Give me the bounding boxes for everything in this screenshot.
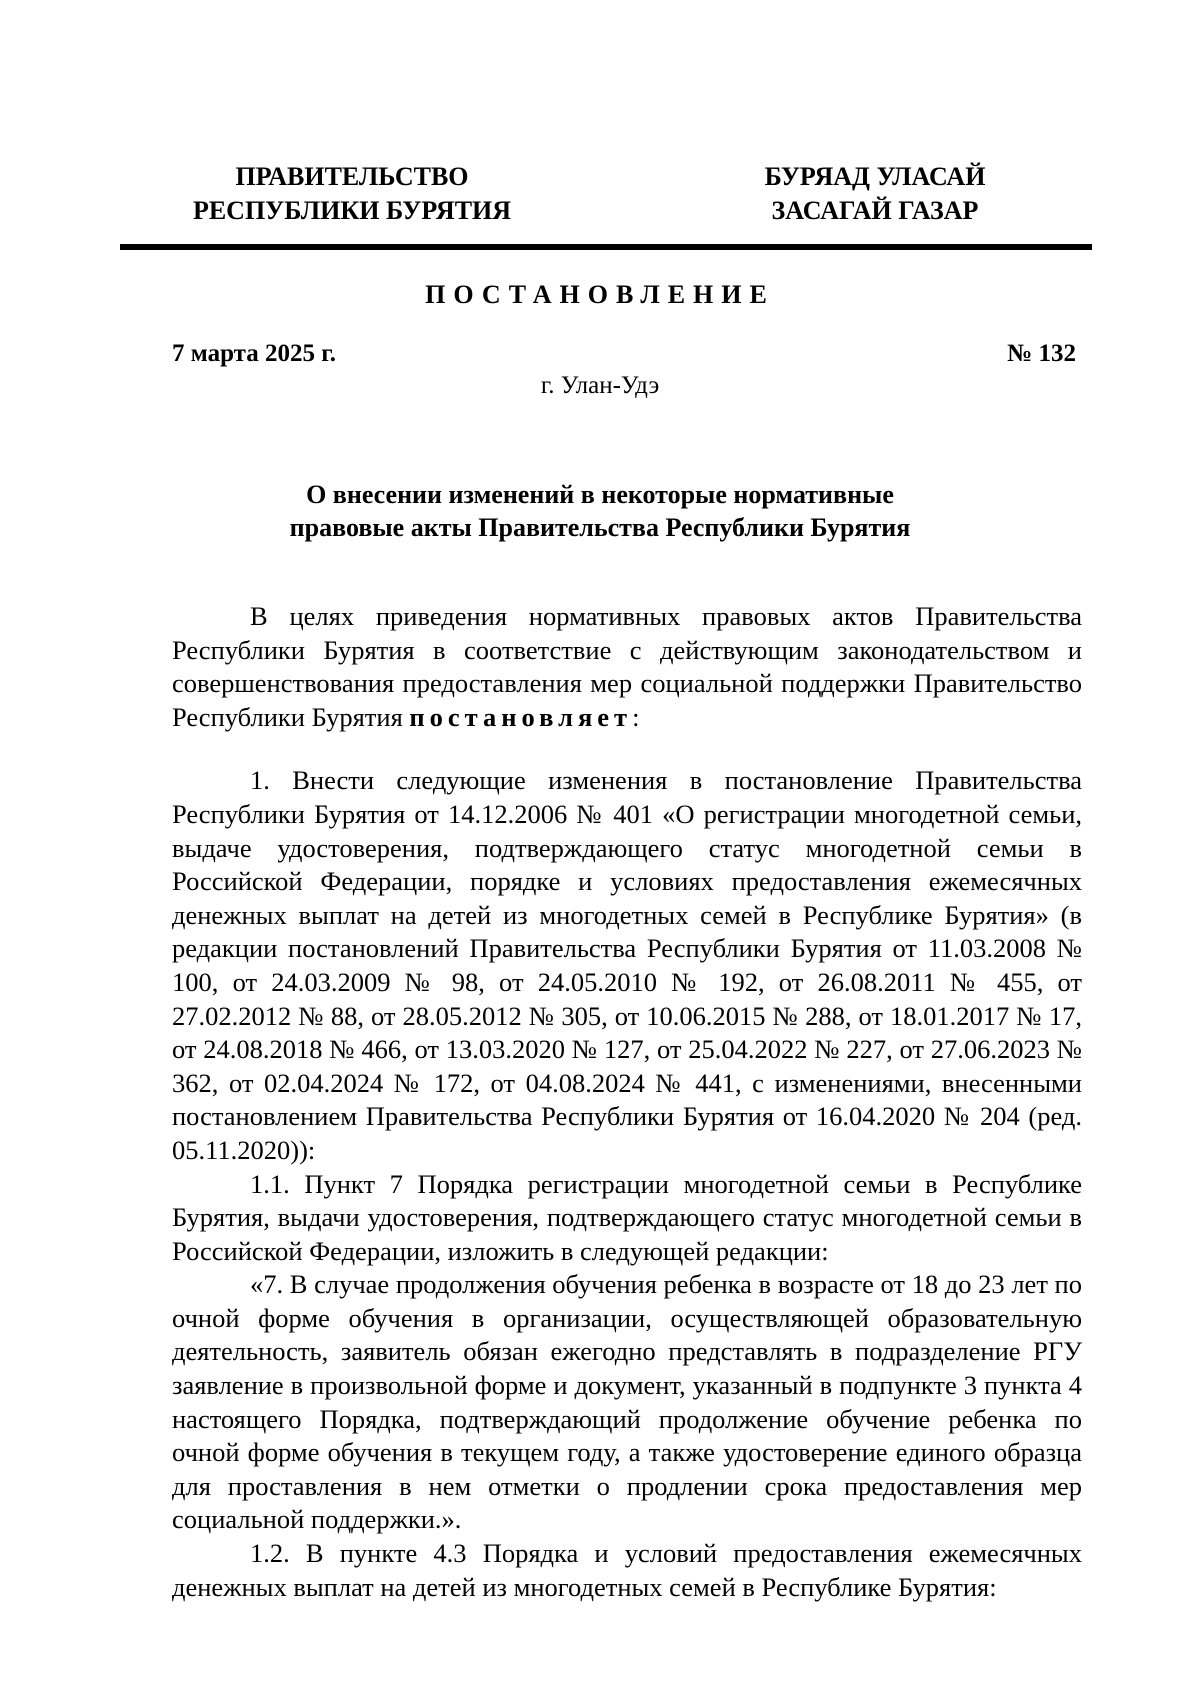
header-right-line1: БУРЯАД УЛАСАЙ [764,162,986,191]
preamble-paragraph [172,600,1082,734]
header-left-line2: РЕСПУБЛИКИ БУРЯТИЯ [192,196,512,225]
paragraph-1-1-quote: «7. В случае продолжения обучения ребенка в возрасте от 18 до 23 лет по очной форме обучения в организации, осуществляющей образовательную деятельность, заявитель обязан ежегодно представлять в подразделение РГУ заявление в произвольной форме и документ, указанный в подпункте 3 пункта 4 настоящего Порядка, подтверждающий продолжение обучение ребенка по очной форме обучения в текущем году, а также удостоверение единого образца для проставления в нем отметки о продлении срока предоставления мер социальной поддержки.». [172,1269,1082,1535]
document-type: ПОСТАНОВЛЕНИЕ [425,280,775,309]
paragraph-1-1: 1.1. Пункт 7 Порядка регистрации многодетной семьи в Республике Бурятия, выдачи удостоверения, подтверждающего статус многодетной семьи в Российской Федерации, изложить в следующей редакции: [172,1168,1082,1266]
paragraph-1: 1. Внести следующие изменения в постановление Правительства Республики Бурятия от 14.12.2006 № 401 «О регистрации многодетной семьи, выдаче удостоверения, подтверждающего статус многодетной семьи в Российской Федерации, порядке и условиях предоставления ежемесячных денежных выплат на детей из многодетных семей в Республике Бурятия» (в редакции постановлений Правительства Республики Бурятия от 11.03.2008 № 100, от 24.03.2009 № 98, от 24.05.2010 № 192, от 26.08.2011 № 455, от 27.02.2012 № 88, от 28.05.2012 № 305, от 10.06.2015 № 288, от 18.01.2017 № 17, от 24.08.2018 № 466, от 13.03.2020 № 127, от 25.04.2022 № 227, от 27.06.2023 № 362, от 02.04.2024 № 172, от 04.08.2024 № 441, с изменениями, внесенными постановлением Правительства Республики Бурятия от 16.04.2020 № 204 (ред. 05.11.2020)): [172,765,1082,1165]
resolves-colon: : [632,701,640,732]
header-right-line2: ЗАСАГАЙ ГАЗАР [771,196,979,225]
header-divider [120,244,1092,250]
document-city: г. Улан-Удэ [540,372,660,399]
header-right-block [745,160,1005,228]
subject-line2: правовые акты Правительства Республики Бурятия [289,513,911,542]
document-subject [160,478,1040,544]
resolves-word: постановляет [409,701,633,732]
document-body [172,600,1082,1604]
document-number: № 132 [1007,340,1076,367]
paragraph-1-2: 1.2. В пункте 4.3 Порядка и условий предоставления ежемесячных денежных выплат на детей из многодетных семей в Республике Бурятия: [172,1538,1082,1602]
document-date: 7 марта 2025 г. [172,340,337,367]
subject-line1: О внесении изменений в некоторые нормативные [306,480,894,509]
preamble-text: В целях приведения нормативных правовых актов Правительства Республики Бурятия в соответствие с действующим законодательством и совершенствования предоставления мер социальной поддержки Правительство Республики Бурятия [172,601,1082,732]
header-left-line1: ПРАВИТЕЛЬСТВО [235,162,469,191]
header-left-block [172,160,532,228]
